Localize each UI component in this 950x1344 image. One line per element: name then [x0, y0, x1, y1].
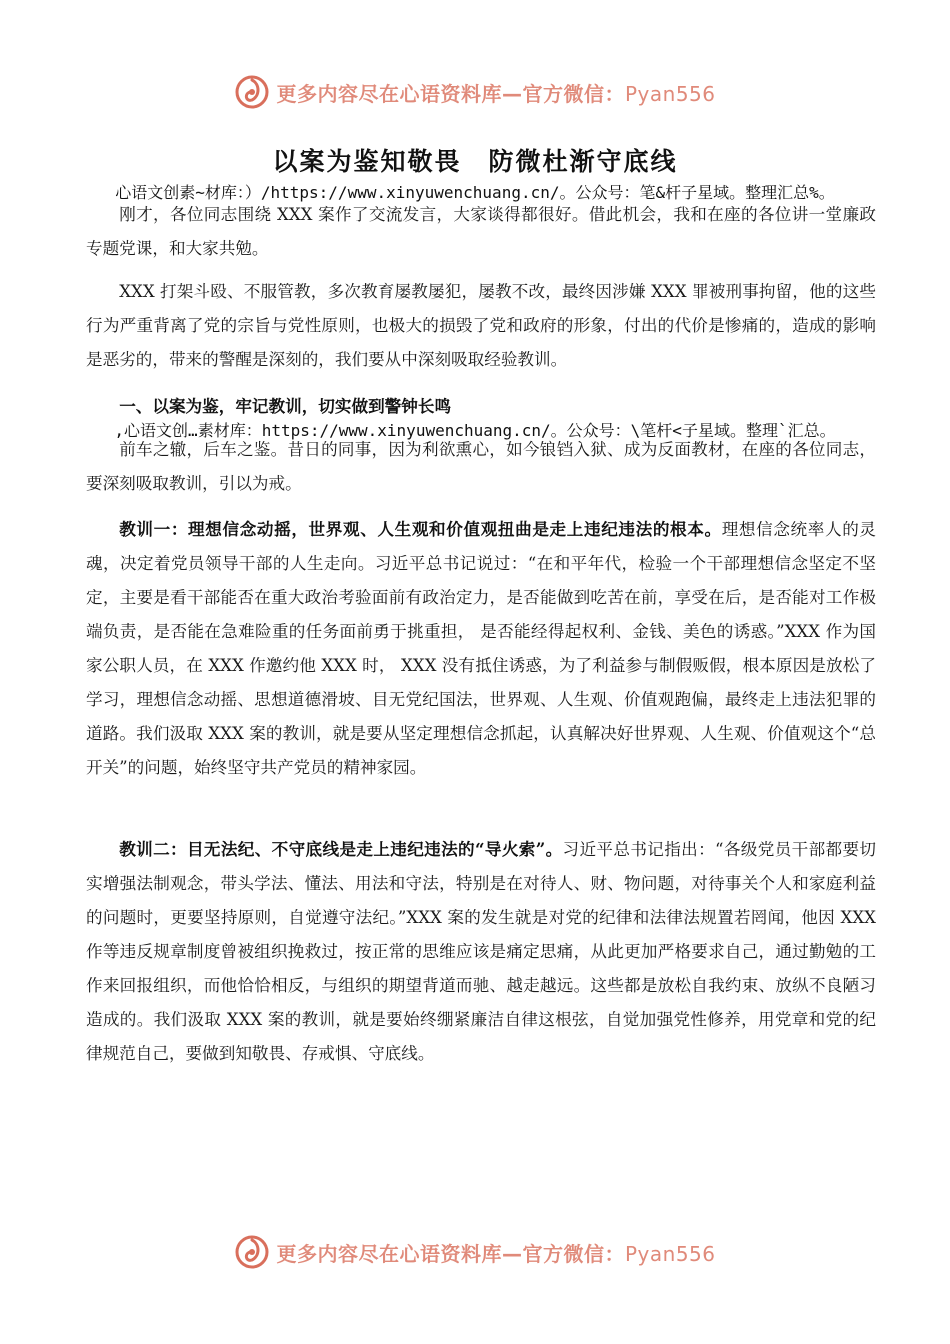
paragraph: 前车之辙，后车之鉴。昔日的同事，因为利欲熏心，如今锒铛入狱、成为反面教材，在座的各位同志，要深刻吸取教训，引以为戒。 — [86, 440, 876, 493]
banner-text: 更多内容尽在心语资料库—官方微信：Pyan556 — [276, 81, 716, 106]
watermark-line: 心语文创素~材库：）/https://www.xinyuwenchuang.cn/。公众号：笔&杆子星域。整理汇总%。 — [115, 183, 835, 202]
section-heading: 一、以案为鉴，牢记教训，切实做到警钟长鸣 — [119, 396, 452, 416]
footer-banner — [0, 1232, 950, 1272]
paragraph — [86, 832, 876, 1071]
wechat-id: Pyan556 — [624, 1241, 716, 1266]
paragraph: 刚才，各位同志围绕 XXX 案作了交流发言，大家谈得都很好。借此机会，我和在座的各位讲一堂廉政专题党课，和大家共勉。 — [86, 205, 876, 258]
swirl-logo-icon — [234, 1234, 270, 1270]
watermark-line: ,心语文创…素材库：https://www.xinyuwenchuang.cn/。公众号：\笔杆<子星域。整理`汇总。 — [114, 421, 836, 440]
lesson-heading: 教训一：理想信念动摇，世界观、人生观和价值观扭曲是走上违纪违法的根本。 — [119, 519, 722, 539]
paragraph — [86, 512, 876, 785]
swirl-logo-icon — [234, 74, 270, 110]
lesson-body: 习近平总书记指出：“各级党员干部都要切实增强法制观念，带头学法、懂法、用法和守法，特别是在对待人、财、物问题，对待事关个人和家庭利益的问题时，更要坚持原则，自觉遵守法纪。”XXX 案的发生就是对党的纪律和法律法规置若罔闻，他因 XXX 作等违反规章制度曾被组织挽救过，按正常的思维应该是痛定思痛，从此更加严格要求自己，通过勤勉的工作来回报组织，而他恰恰相反，与组织的期望背道而驰、越走越远。这些都是放松自我约束、放纵不良陋习造成的。我们汲取 XXX 案的教训，就是要始终绷紧廉洁自律这根弦，自觉加强党性修养，用党章和党的纪律规范自己，要做到知敬畏、存戒惧、守底线。 — [86, 840, 876, 1063]
lesson-heading: 教训二：目无法纪、不守底线是走上违纪违法的“导火索”。 — [119, 839, 563, 859]
document-title: 以案为鉴知敬畏 防微杜渐守底线 — [272, 147, 678, 176]
lesson-body: 理想信念统率人的灵魂，决定着党员领导干部的人生走向。习近平总书记说过：“在和平年代，检验一个干部理想信念坚定不坚定，主要是看干部能否在重大政治考验面前有政治定力，是否能做到吃苦在前，享受在后，是否能对工作极端负责，是否能在急难险重的任务面前勇于挑重担， 是否能经得起权利、金钱、美色的诱惑。”XXX 作为国家公职人员，在 XXX 作邀约他 XXX 时， XXX 没有抵住诱惑，为了利益参与制假贩假，根本原因是放松了学习，理想信念动摇、思想道德滑坡、目无党纪国法，世界观、人生观、价值观跑偏，最终走上违法犯罪的道路。我们汲取 XXX 案的教训，就是要从坚定理想信念抓起，认真解决好世界观、人生观、价值观这个“总开关”的问题，始终坚守共产党员的精神家园。 — [86, 520, 877, 777]
paragraph: XXX 打架斗殴、不服管教，多次教育屡教屡犯，屡教不改，最终因涉嫌 XXX 罪被刑事拘留，他的这些行为严重背离了党的宗旨与党性原则，也极大的损毁了党和政府的形象，付出的代价是惨痛的，造成的影响是恶劣的，带来的警醒是深刻的，我们要从中深刻吸取经验教训。 — [86, 282, 876, 369]
banner-text: 更多内容尽在心语资料库—官方微信：Pyan556 — [276, 1241, 716, 1266]
header-banner — [0, 72, 950, 112]
wechat-id: Pyan556 — [624, 81, 716, 106]
